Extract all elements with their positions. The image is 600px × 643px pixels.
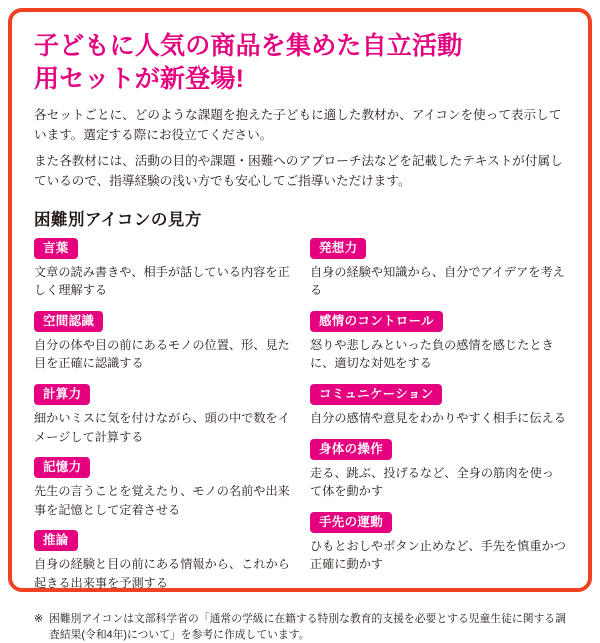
list-item-description: 走る、跳ぶ、投げるなど、全身の筋肉を使って体を動かす [310,466,554,499]
status-badge: 身体の操作 [310,439,392,461]
list-item-description: 自分の体や目の前にあるモノの位置、形、見た目を正確に認識する [34,338,290,371]
list-item-description: 自分の感情や意見をわかりやすく相手に伝える [310,411,566,426]
status-badge: 計算力 [34,384,90,406]
intro-paragraph-2: また各教材には、活動の目的や課題・困難へのアプローチ法などを記載したテキストが付属しているので、指導経験の浅い方でも安心してご指導いただけます。 [34,153,563,188]
icon-legend-column-left [34,238,290,603]
list-item [34,238,290,300]
list-item [310,311,566,373]
status-badge: 推論 [34,530,78,552]
intro-paragraph-1: 各セットごとに、どのような課題を抱えた子どもに適した教材か、アイコンを使って表示しています。選定する際にお役立てください。 [34,108,562,142]
status-badge: 発想力 [310,238,366,260]
status-badge: 言葉 [34,238,78,260]
list-item-description: 怒りや悲しみといった負の感情を感じたときに、適切な対処をする [310,338,554,371]
list-item-description: 文章の読み書きや、相手が話している内容を正しく理解する [34,265,290,298]
page-title [34,30,566,96]
status-badge: 空間認識 [34,311,103,333]
intro-text [34,106,566,192]
list-item [34,384,290,446]
footnote [34,611,566,643]
bordered-content-frame [8,8,592,642]
icon-legend-columns [34,238,566,603]
status-badge: 記憶力 [34,457,90,479]
list-item [310,439,566,501]
list-item-description: ひもとおしやボタン止めなど、手先を慎重かつ正確に動かす [310,539,566,572]
page-title-line-1: 子どもに人気の商品を集めた自立活動 [34,32,463,60]
list-item-description: 細かいミスに気を付けながら、頭の中で数をイメージして計算する [34,411,290,444]
list-item [34,457,290,519]
list-item-description: 自身の経験や知識から、自分でアイデアを考える [310,265,565,298]
section-heading: 困難別アイコンの見方 [34,210,202,229]
list-item-description: 自身の経験と目の前にある情報から、これから起きる出来事を予測する [34,557,290,590]
icon-legend-column-right [310,238,566,603]
page-title-line-2: 用セットが新登場! [34,65,245,93]
list-item [34,311,290,373]
asterisk-icon: ※ [34,613,44,626]
list-item-description: 先生の言うことを覚えたり、モノの名前や出来事を記憶として定着させる [34,484,290,517]
list-item [310,512,566,574]
status-badge: 手先の運動 [310,512,392,534]
list-item [310,384,566,428]
status-badge: 感情のコントロール [310,311,443,333]
list-item [34,530,290,592]
list-item [310,238,566,300]
footnote-text: 困難別アイコンは文部科学省の「通常の学級に在籍する特別な教育的支援を必要とする児童生徒に関する調査結果(令和4年)について」を参考に作成しています。 [49,613,566,642]
status-badge: コミュニケーション [310,384,442,406]
